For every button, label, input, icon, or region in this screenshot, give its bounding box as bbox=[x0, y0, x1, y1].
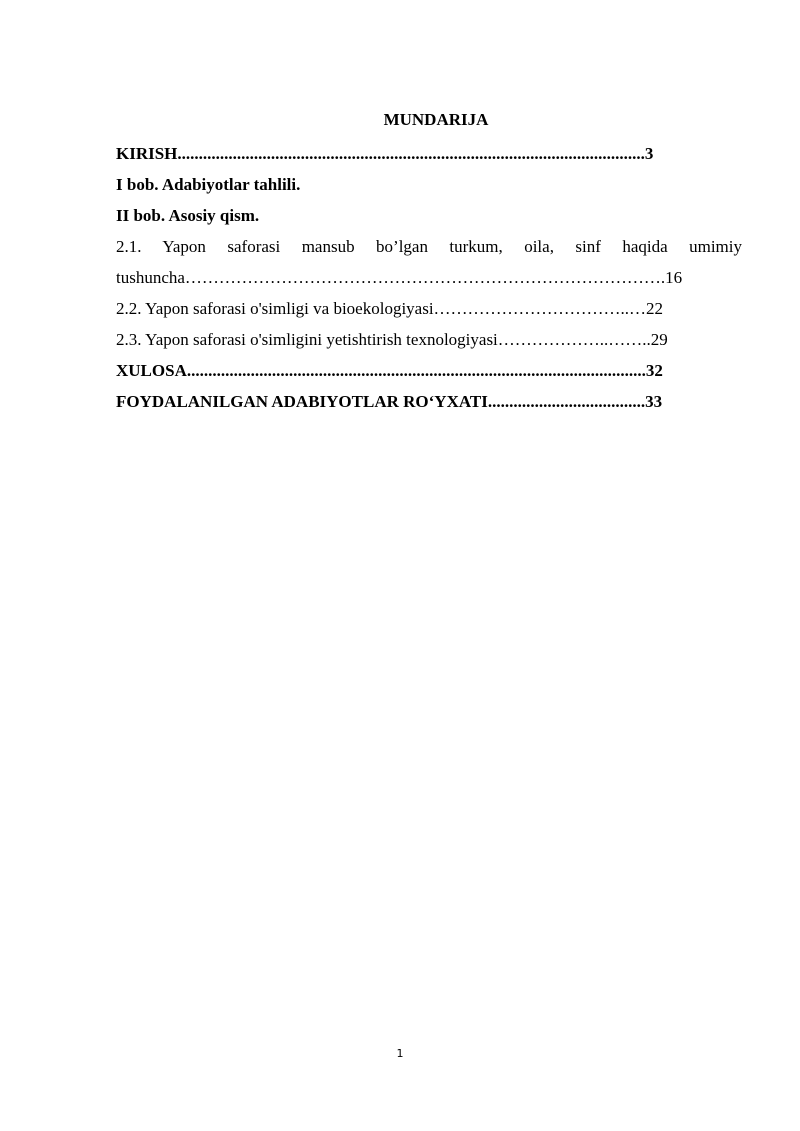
toc-entry-chapter-1: I bob. Adabiyotlar tahlili. bbox=[116, 175, 301, 194]
toc-entry-references: FOYDALANILGAN ADABIYOTLAR RO‘YXATI.....................................33 bbox=[116, 392, 663, 411]
toc-entry-2-2: 2.2. Yapon saforasi o'simligi va bioekologiyasi……………………………..…22 bbox=[116, 299, 664, 318]
toc-entry-2-1-line2: tushuncha………………………………………………………………………….16 bbox=[116, 268, 683, 287]
toc-entry-2-3: 2.3. Yapon saforasi o'simligini yetishtirish texnologiyasi………………..……..29 bbox=[116, 330, 668, 349]
toc-entry-kirish: KIRISH..............................................................................................................3 bbox=[116, 144, 654, 163]
toc-entry-chapter-2: II bob. Asosiy qism. bbox=[116, 206, 260, 225]
toc-entry-xulosa: XULOSA............................................................................................................32 bbox=[116, 361, 663, 380]
toc-title: MUNDARIJA bbox=[383, 110, 489, 129]
page-number: 1 bbox=[396, 1047, 404, 1060]
toc-entry-2-1-line1: 2.1. Yapon saforasi mansub bo’lgan turkum, oila, sinf haqida umimiy bbox=[116, 237, 742, 256]
table-of-contents bbox=[116, 108, 742, 417]
